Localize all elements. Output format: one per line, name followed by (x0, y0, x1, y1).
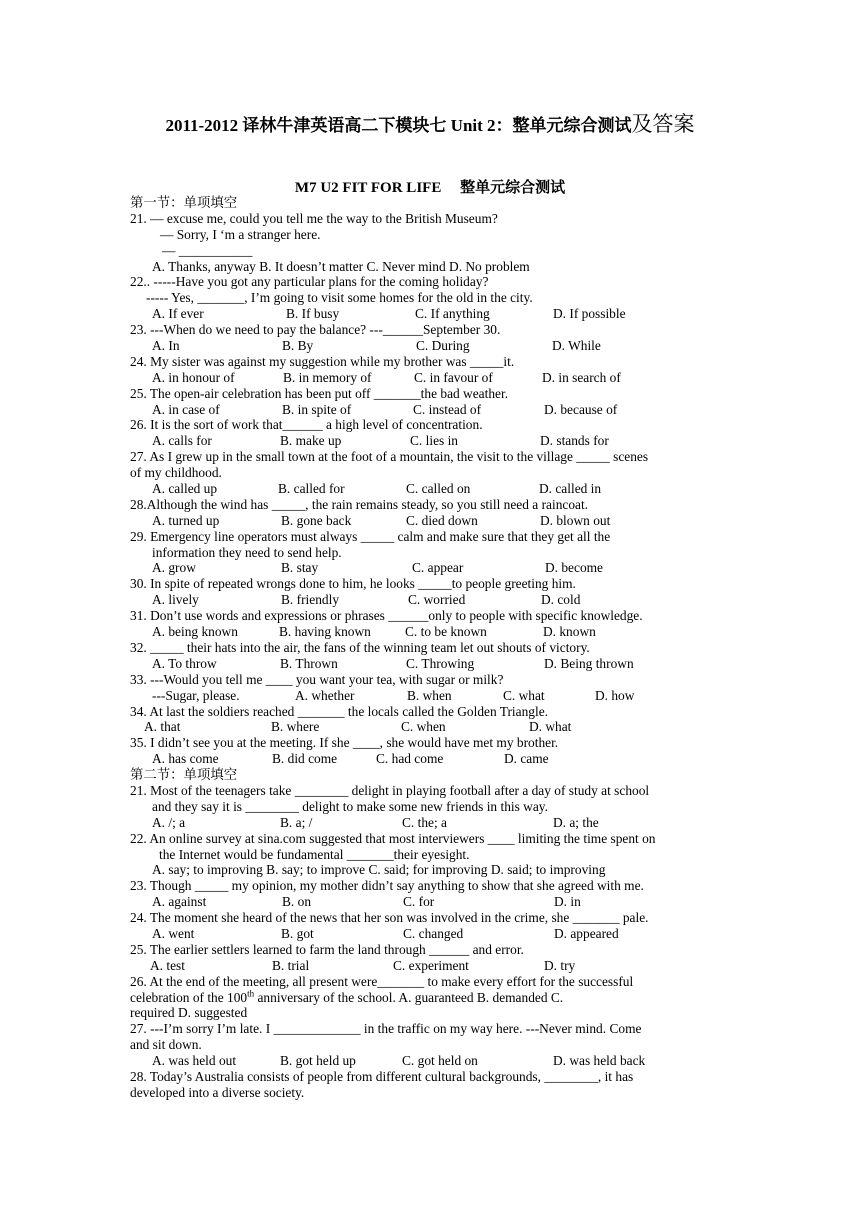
option-3: D. While (552, 338, 601, 354)
option-1: B. By (282, 338, 314, 354)
answer-options (130, 958, 730, 974)
text-line: ----- Yes, _______, I’m going to visit some homes for the old in the city. (146, 290, 533, 306)
option-2: C. experiment (393, 957, 469, 973)
option-3: D. came (504, 751, 549, 767)
option-0: ---Sugar, please. (152, 687, 240, 703)
answer-options (130, 719, 730, 735)
text-line: 28. Today’s Australia consists of people from different cultural backgrounds, ________, it has (130, 1068, 634, 1084)
option-2: C. During (416, 338, 470, 354)
text-line: 23. ---When do we need to pay the balance? ---______September 30. (130, 322, 501, 338)
title-main: 2011-2012 译林牛津英语高二下模块七 Unit 2：整单元综合测试 (165, 116, 632, 135)
option-0: A. in honour of (152, 369, 235, 385)
answer-options (130, 370, 730, 386)
text-line: — ___________ (162, 242, 253, 258)
text-line: A. say; to improving B. say; to improve C. said; for improving D. said; to improving (152, 862, 606, 878)
option-0: A. in case of (152, 401, 220, 417)
option-1: A. whether (295, 687, 355, 703)
text-line: 23. Though _____ my opinion, my mother didn’t say anything to show that she agreed with me. (130, 878, 644, 894)
answer-options (130, 894, 730, 910)
option-1: B. stay (281, 560, 319, 576)
question-list (130, 195, 730, 1101)
text-line: 28.Although the wind has _____, the rain remains steady, so you still need a raincoat. (130, 496, 589, 512)
text-line: 27. As I grew up in the small town at the foot of a mountain, the visit to the village _____ scenes (130, 449, 649, 465)
option-2: C. changed (403, 925, 464, 941)
option-0: A. was held out (152, 1053, 237, 1069)
option-0: A. went (152, 925, 195, 941)
option-0: A. /; a (152, 814, 186, 830)
option-0: A. test (150, 957, 185, 973)
option-0: A. grow (152, 560, 196, 576)
text-line: 21. Most of the teenagers take ________ delight in playing football after a day of study at school (130, 782, 650, 798)
option-3: D. in search of (542, 369, 621, 385)
option-0: A. calls for (152, 433, 212, 449)
option-2: B. when (407, 687, 452, 703)
option-3: D. what (529, 719, 572, 735)
option-2: C. when (401, 719, 446, 735)
option-1: B. trial (272, 957, 310, 973)
text-line: A. Thanks, anyway B. It doesn’t matter C. Never mind D. No problem (152, 258, 530, 274)
option-2: C. died down (406, 512, 478, 528)
answer-options (130, 481, 730, 497)
text-line: 21. — excuse me, could you tell me the way to the British Museum? (130, 210, 498, 226)
option-2: C. in favour of (414, 369, 493, 385)
option-2: C. If anything (415, 306, 490, 322)
answer-options (130, 751, 730, 767)
option-1: B. gone back (281, 512, 352, 528)
option-3: D. because of (544, 401, 618, 417)
option-1: B. got (281, 925, 314, 941)
option-0: A. against (152, 894, 207, 910)
answer-options (130, 624, 730, 640)
option-1: B. on (282, 894, 312, 910)
option-2: C. appear (412, 560, 464, 576)
option-0: A. If ever (152, 306, 204, 322)
text-line: 35. I didn’t see you at the meeting. If she ____, she would have met my brother. (130, 735, 559, 751)
text-line: 27. ---I’m sorry I’m late. I _____________ in the traffic on my way here. ---Never mind. Come (130, 1021, 642, 1037)
option-3: D. stands for (540, 433, 609, 449)
text-line: 25. The earlier settlers learned to farm the land through ______ and error. (130, 941, 524, 957)
text-line: 22. An online survey at sina.com suggested that most interviewers ____ limiting the time spent on (130, 830, 656, 846)
text-line: and they say it is ________ delight to make some new friends in this way. (152, 798, 548, 814)
option-2: C. had come (376, 751, 444, 767)
option-0: A. that (144, 719, 181, 735)
answer-options (130, 1053, 730, 1069)
option-0: A. being known (152, 624, 238, 640)
text-line: 29. Emergency line operators must always _____ calm and make sure that they get all the (130, 528, 611, 544)
option-1: B. make up (280, 433, 342, 449)
option-3: D. If possible (553, 306, 626, 322)
text-line: — Sorry, I ‘m a stranger here. (160, 226, 321, 242)
answer-options (130, 306, 730, 322)
text-line: information they need to send help. (152, 544, 342, 560)
option-1: B. called for (278, 481, 345, 497)
option-2: C. worried (408, 592, 466, 608)
option-3: D. cold (541, 592, 581, 608)
section-label: 第二节：单项填空 (130, 767, 238, 783)
option-2: C. to be known (405, 624, 487, 640)
text-line: 25. The open-air celebration has been put off _______the bad weather. (130, 385, 509, 401)
text-line: 26. At the end of the meeting, all present were_______ to make every effort for the successful (130, 973, 634, 989)
section-heading: M7 U2 FIT FOR LIFE 整单元综合测试 (294, 180, 566, 196)
option-2: C. got held on (402, 1053, 478, 1069)
answer-options (130, 815, 730, 831)
option-1: B. in spite of (282, 401, 352, 417)
answer-options (130, 688, 730, 704)
option-1: B. friendly (281, 592, 340, 608)
text-line: 26. It is the sort of work that______ a high level of concentration. (130, 417, 483, 433)
title-suffix: 及答案 (631, 112, 695, 136)
answer-options (130, 433, 730, 449)
option-1: B. did come (272, 751, 338, 767)
answer-options (130, 560, 730, 576)
option-4: D. how (595, 687, 635, 703)
text-line: 22.. -----Have you got any particular plans for the coming holiday? (130, 274, 489, 290)
option-1: B. a; / (280, 814, 313, 830)
text-line: celebration of the 100th anniversary of the school. A. guaranteed B. demanded C. (130, 988, 564, 1005)
text-line: developed into a diverse society. (130, 1084, 305, 1100)
option-3: D. try (544, 957, 576, 973)
text-line: 34. At last the soldiers reached _______ the locals called the Golden Triangle. (130, 703, 548, 719)
option-3: D. blown out (540, 512, 611, 528)
option-3: D. a; the (553, 814, 599, 830)
text-line: 24. My sister was against my suggestion while my brother was _____it. (130, 353, 515, 369)
section-label: 第一节：单项填空 (130, 195, 238, 210)
text-line: the Internet would be fundamental _______their eyesight. (159, 846, 470, 862)
answer-options (130, 338, 730, 354)
option-3: D. known (543, 624, 596, 640)
text-line: 32. _____ their hats into the air, the fans of the winning team let out shouts of victory. (130, 639, 590, 655)
text-line: required D. suggested (130, 1005, 248, 1021)
text-line: 31. Don’t use words and expressions or phrases ______only to people with specific knowledge. (130, 608, 643, 624)
option-0: A. turned up (152, 512, 220, 528)
option-1: B. Thrown (280, 655, 338, 671)
option-2: C. lies in (410, 433, 458, 449)
option-3: D. was held back (553, 1053, 646, 1069)
option-0: A. In (152, 338, 180, 354)
option-2: C. Throwing (406, 655, 475, 671)
text-line: 24. The moment she heard of the news that her son was involved in the crime, she _______ pale. (130, 910, 649, 926)
option-3: D. Being thrown (544, 655, 634, 671)
text-line: 30. In spite of repeated wrongs done to him, he looks _____to people greeting him. (130, 576, 576, 592)
option-2: C. instead of (413, 401, 482, 417)
option-1: B. in memory of (283, 369, 372, 385)
option-3: C. what (503, 687, 545, 703)
text-line: 33. ---Would you tell me ____ you want your tea, with sugar or milk? (130, 671, 504, 687)
option-3: D. called in (539, 481, 602, 497)
answer-options (130, 926, 730, 942)
option-2: C. called on (406, 481, 471, 497)
answer-options (130, 656, 730, 672)
option-0: A. called up (152, 481, 218, 497)
option-3: D. in (554, 894, 581, 910)
option-1: B. where (271, 719, 320, 735)
option-2: C. for (403, 894, 435, 910)
option-0: A. To throw (152, 655, 217, 671)
option-3: D. appeared (554, 925, 619, 941)
document-title (0, 108, 860, 138)
answer-options (130, 513, 730, 529)
option-1: B. having known (279, 624, 371, 640)
option-1: B. got held up (280, 1053, 356, 1069)
answer-options (130, 402, 730, 418)
answer-options (130, 592, 730, 608)
option-0: A. has come (152, 751, 219, 767)
option-3: D. become (545, 560, 604, 576)
option-1: B. If busy (286, 306, 340, 322)
option-0: A. lively (152, 592, 199, 608)
text-line: and sit down. (130, 1037, 202, 1053)
option-2: C. the; a (402, 814, 447, 830)
text-line: of my childhood. (130, 465, 222, 481)
